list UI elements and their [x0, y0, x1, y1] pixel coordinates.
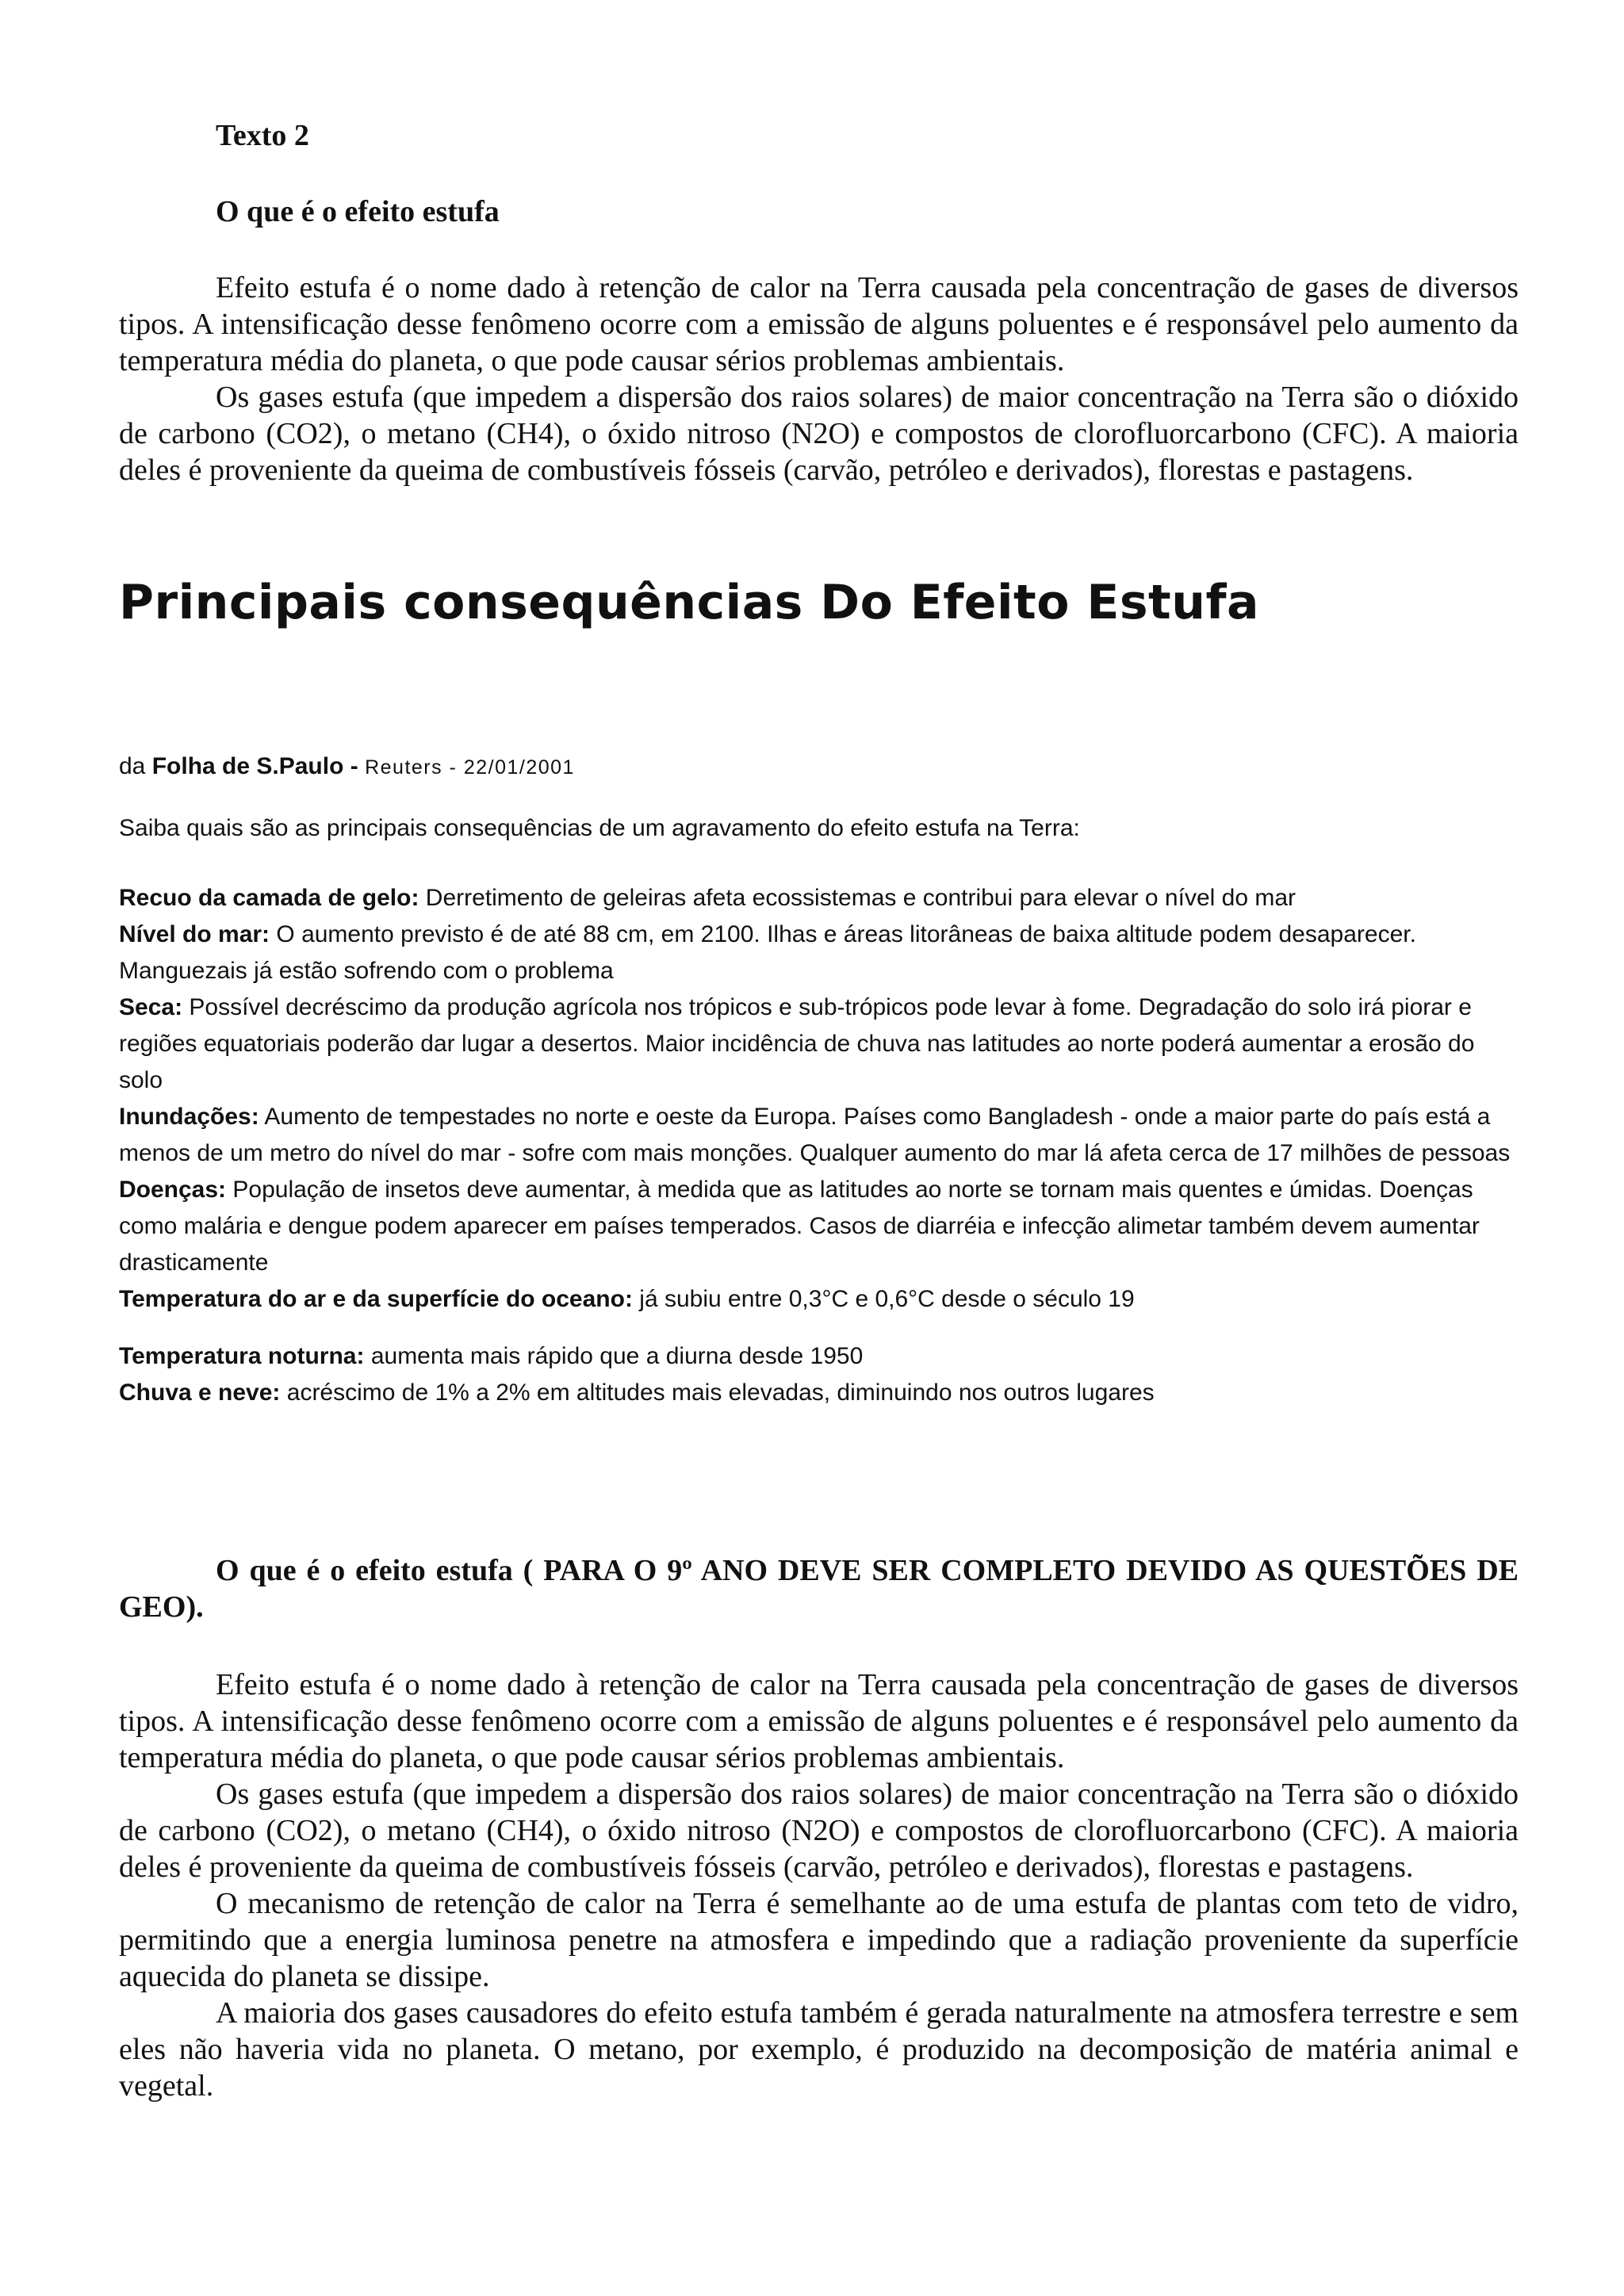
item-label: Chuva e neve: [119, 1380, 281, 1406]
ninth-grade-title: O que é o efeito estufa ( PARA O 9º ANO DEVE SER COMPLETO DEVIDO AS QUESTÕES DE GEO). [119, 1554, 1519, 1624]
item-label: Temperatura do ar e da superfície do oceano: [119, 1286, 633, 1312]
item-text: Derretimento de geleiras afeta ecossistemas e contribui para elevar o nível do mar [419, 885, 1296, 911]
list-item [119, 1375, 1522, 1411]
texto2-body [119, 270, 1519, 488]
item-text: População de insetos deve aumentar, à medida que as latitudes ao norte se tornam mais quentes e úmidas. Doenças como malária e dengue podem aparecer em países temperados. Casos de diarréia e infecção alimetar também devem aumentar drasticamente [119, 1177, 1480, 1276]
item-text: já subiu entre 0,3°C e 0,6°C desde o século 19 [632, 1286, 1135, 1312]
list-item [119, 880, 1522, 916]
section-label: Texto 2 [216, 119, 309, 152]
ninth-grade-body [119, 1667, 1519, 2104]
consequences-list [119, 880, 1522, 1411]
paragraph: O mecanismo de retenção de calor na Terra é semelhante ao de uma estufa de plantas com teto de vidro, permitindo que a energia luminosa penetre na atmosfera e impedindo que a radiação proveniente da superfície aquecida do planeta se dissipe. [119, 1887, 1519, 1993]
source-line [119, 748, 575, 786]
paragraph: Efeito estufa é o nome dado à retenção de calor na Terra causada pela concentração de gases de diversos tipos. A intensificação desse fenômeno ocorre com a emissão de alguns poluentes e é responsável pelo aumento da temperatura média do planeta, o que pode causar sérios problemas ambientais. [119, 1668, 1519, 1774]
item-label: Doenças: [119, 1177, 227, 1203]
item-text: Possível decréscimo da produção agrícola nos trópicos e sub-trópicos pode levar à fome. Degradação do solo irá piorar e regiões equatoriais poderão dar lugar a desertos. Maior incidência de chuva nas latitudes ao norte poderá aumentar a erosão do solo [119, 994, 1475, 1093]
list-item [119, 989, 1522, 1099]
list-item [119, 1172, 1522, 1281]
item-label: Seca: [119, 994, 183, 1020]
list-item [119, 1281, 1522, 1318]
source-prefix: da [119, 753, 152, 779]
list-item [119, 1099, 1522, 1172]
paragraph: Efeito estufa é o nome dado à retenção de calor na Terra causada pela concentração de gases de diversos tipos. A intensificação desse fenômeno ocorre com a emissão de alguns poluentes e é responsável pelo aumento da temperatura média do planeta, o que pode causar sérios problemas ambientais. [119, 271, 1519, 377]
spacer [119, 1318, 1522, 1338]
consequences-heading: Principais consequências Do Efeito Estufa [119, 575, 1260, 630]
source-name: Folha de S.Paulo - [151, 753, 366, 779]
item-label: Inundações: [119, 1104, 259, 1130]
item-label: Nível do mar: [119, 921, 270, 947]
item-label: Temperatura noturna: [119, 1343, 365, 1369]
item-text: aumenta mais rápido que a diurna desde 1950 [364, 1343, 864, 1369]
list-item [119, 916, 1522, 989]
item-text: Aumento de tempestades no norte e oeste da Europa. Países como Bangladesh - onde a maior parte do país está a menos de um metro do nível do mar - sofre com mais monções. Qualquer aumento do mar lá afeta cerca de 17 milhões de pessoas [119, 1104, 1511, 1166]
item-text: O aumento previsto é de até 88 cm, em 2100. Ilhas e áreas litorâneas de baixa altitude podem desaparecer. Manguezais já estão sofrendo com o problema [119, 921, 1416, 984]
paragraph: Os gases estufa (que impedem a dispersão dos raios solares) de maior concentração na Terra são o dióxido de carbono (CO2), o metano (CH4), o óxido nitroso (N2O) e compostos de clorofluorcarbono (CFC). A maioria deles é proveniente da queima de combustíveis fósseis (carvão, petróleo e derivados), florestas e pastagens. [119, 1777, 1519, 1884]
section-title: O que é o efeito estufa [216, 195, 500, 228]
source-detail: Reuters - 22/01/2001 [365, 756, 575, 779]
item-text: acréscimo de 1% a 2% em altitudes mais elevadas, diminuindo nos outros lugares [280, 1380, 1155, 1406]
paragraph: Os gases estufa (que impedem a dispersão dos raios solares) de maior concentração na Terra são o dióxido de carbono (CO2), o metano (CH4), o óxido nitroso (N2O) e compostos de clorofluorcarbono (CFC). A maioria deles é proveniente da queima de combustíveis fósseis (carvão, petróleo e derivados), florestas e pastagens. [119, 381, 1519, 487]
item-label: Recuo da camada de gelo: [119, 885, 419, 911]
list-item [119, 1338, 1522, 1375]
consequences-intro: Saiba quais são as principais consequências de um agravamento do efeito estufa na Terra: [119, 815, 1080, 841]
paragraph: A maioria dos gases causadores do efeito estufa também é gerada naturalmente na atmosfera terrestre e sem eles não haveria vida no planeta. O metano, por exemplo, é produzido na decomposição de matéria animal e vegetal. [119, 1996, 1519, 2103]
